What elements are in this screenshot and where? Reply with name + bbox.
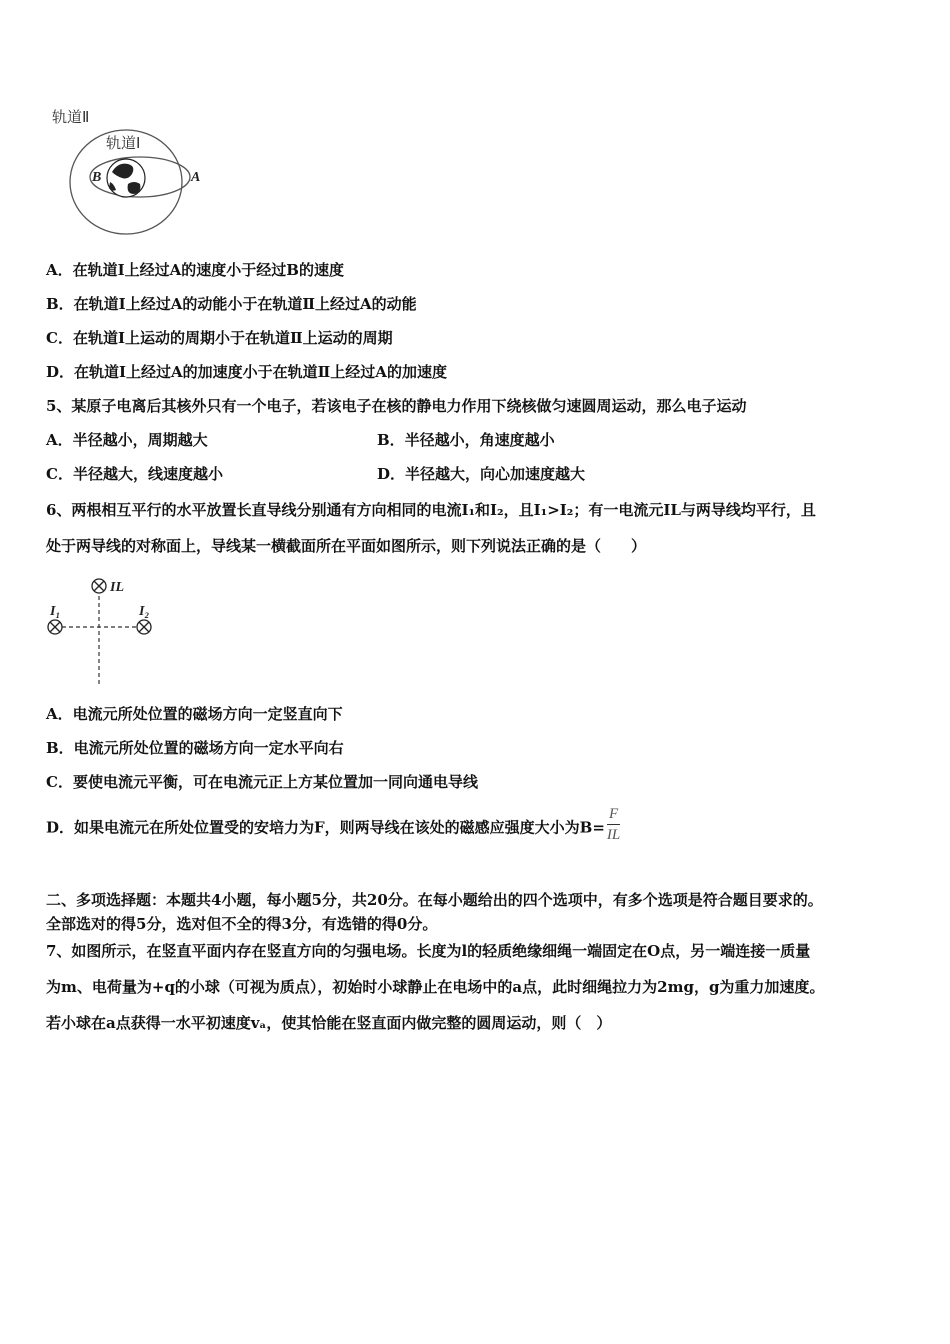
q5-option-a: A．半径越小，周期越大	[46, 431, 208, 449]
orbit-2-label: 轨道Ⅱ	[52, 108, 90, 126]
section2-header-line1: 二、多项选择题：本题共4小题，每小题5分，共20分。在每小题给出的四个选项中，有多个选项是符合题目要求的。	[46, 891, 823, 909]
section2-header-line2: 全部选对的得5分，选对但不全的得3分，有选错的得0分。	[46, 915, 438, 933]
q6-option-a: A．电流元所处位置的磁场方向一定竖直向下	[46, 705, 343, 723]
point-b-label: B	[92, 170, 102, 185]
orbit-diagram	[48, 100, 208, 240]
point-a-label: A	[191, 170, 201, 185]
q7-stem-line3: 若小球在a点获得一水平初速度vₐ，使其恰能在竖直面内做完整的圆周运动，则（ ）	[46, 1014, 612, 1032]
q6-option-d	[46, 808, 620, 849]
current-element-into-page-icon	[92, 579, 106, 593]
q4-option-d: D．在轨道Ⅰ上经过A的加速度小于在轨道Ⅱ上经过A的加速度	[46, 363, 447, 381]
q6-option-d-text: D．如果电流元在所处位置受的安培力为F，则两导线在该处的磁感应强度大小为B=	[46, 818, 605, 837]
wire-i2-into-page-icon	[137, 620, 151, 634]
earth-icon	[107, 159, 145, 197]
q6-option-b: B．电流元所处位置的磁场方向一定水平向右	[46, 739, 344, 757]
wire-i1-into-page-icon	[48, 620, 62, 634]
q4-option-a: A．在轨道Ⅰ上经过A的速度小于经过B的速度	[46, 261, 344, 279]
fraction-numerator: F	[607, 804, 620, 825]
q5-option-d: D．半径越大，向心加速度越大	[377, 465, 586, 483]
orbit-1-label: 轨道Ⅰ	[106, 134, 141, 152]
q6-stem-line2: 处于两导线的对称面上，导线某一横截面所在平面如图所示，则下列说法正确的是（ ）	[46, 537, 647, 555]
b-formula-fraction	[607, 804, 620, 845]
q6-option-c: C．要使电流元平衡，可在电流元正上方某位置加一同向通电导线	[46, 773, 478, 791]
i2-label: I₂	[139, 604, 150, 619]
wire-cross-section-diagram	[40, 572, 170, 687]
q5-option-c: C．半径越大，线速度越小	[46, 465, 223, 483]
il-label: IL	[110, 580, 124, 595]
q4-option-b: B．在轨道Ⅰ上经过A的动能小于在轨道Ⅱ上经过A的动能	[46, 295, 417, 313]
q5-option-b: B．半径越小，角速度越小	[377, 431, 555, 449]
q5-stem: 5、某原子电离后其核外只有一个电子，若该电子在核的静电力作用下绕核做匀速圆周运动，那么电子运动	[46, 397, 747, 415]
fraction-denominator: IL	[606, 827, 621, 843]
q4-option-c: C．在轨道Ⅰ上运动的周期小于在轨道Ⅱ上运动的周期	[46, 329, 393, 347]
q7-stem-line1: 7、如图所示，在竖直平面内存在竖直方向的匀强电场。长度为l的轻质绝缘细绳一端固定在O点，另一端连接一质量	[46, 942, 811, 960]
q7-stem-line2: 为m、电荷量为+q的小球（可视为质点），初始时小球静止在电场中的a点，此时细绳拉力为2mg，g为重力加速度。	[46, 978, 825, 996]
q6-stem-line1: 6、两根相互平行的水平放置长直导线分别通有方向相同的电流I₁和I₂，且I₁>I₂；有一电流元IL与两导线均平行，且	[46, 501, 816, 519]
i1-label: I₁	[50, 604, 61, 619]
